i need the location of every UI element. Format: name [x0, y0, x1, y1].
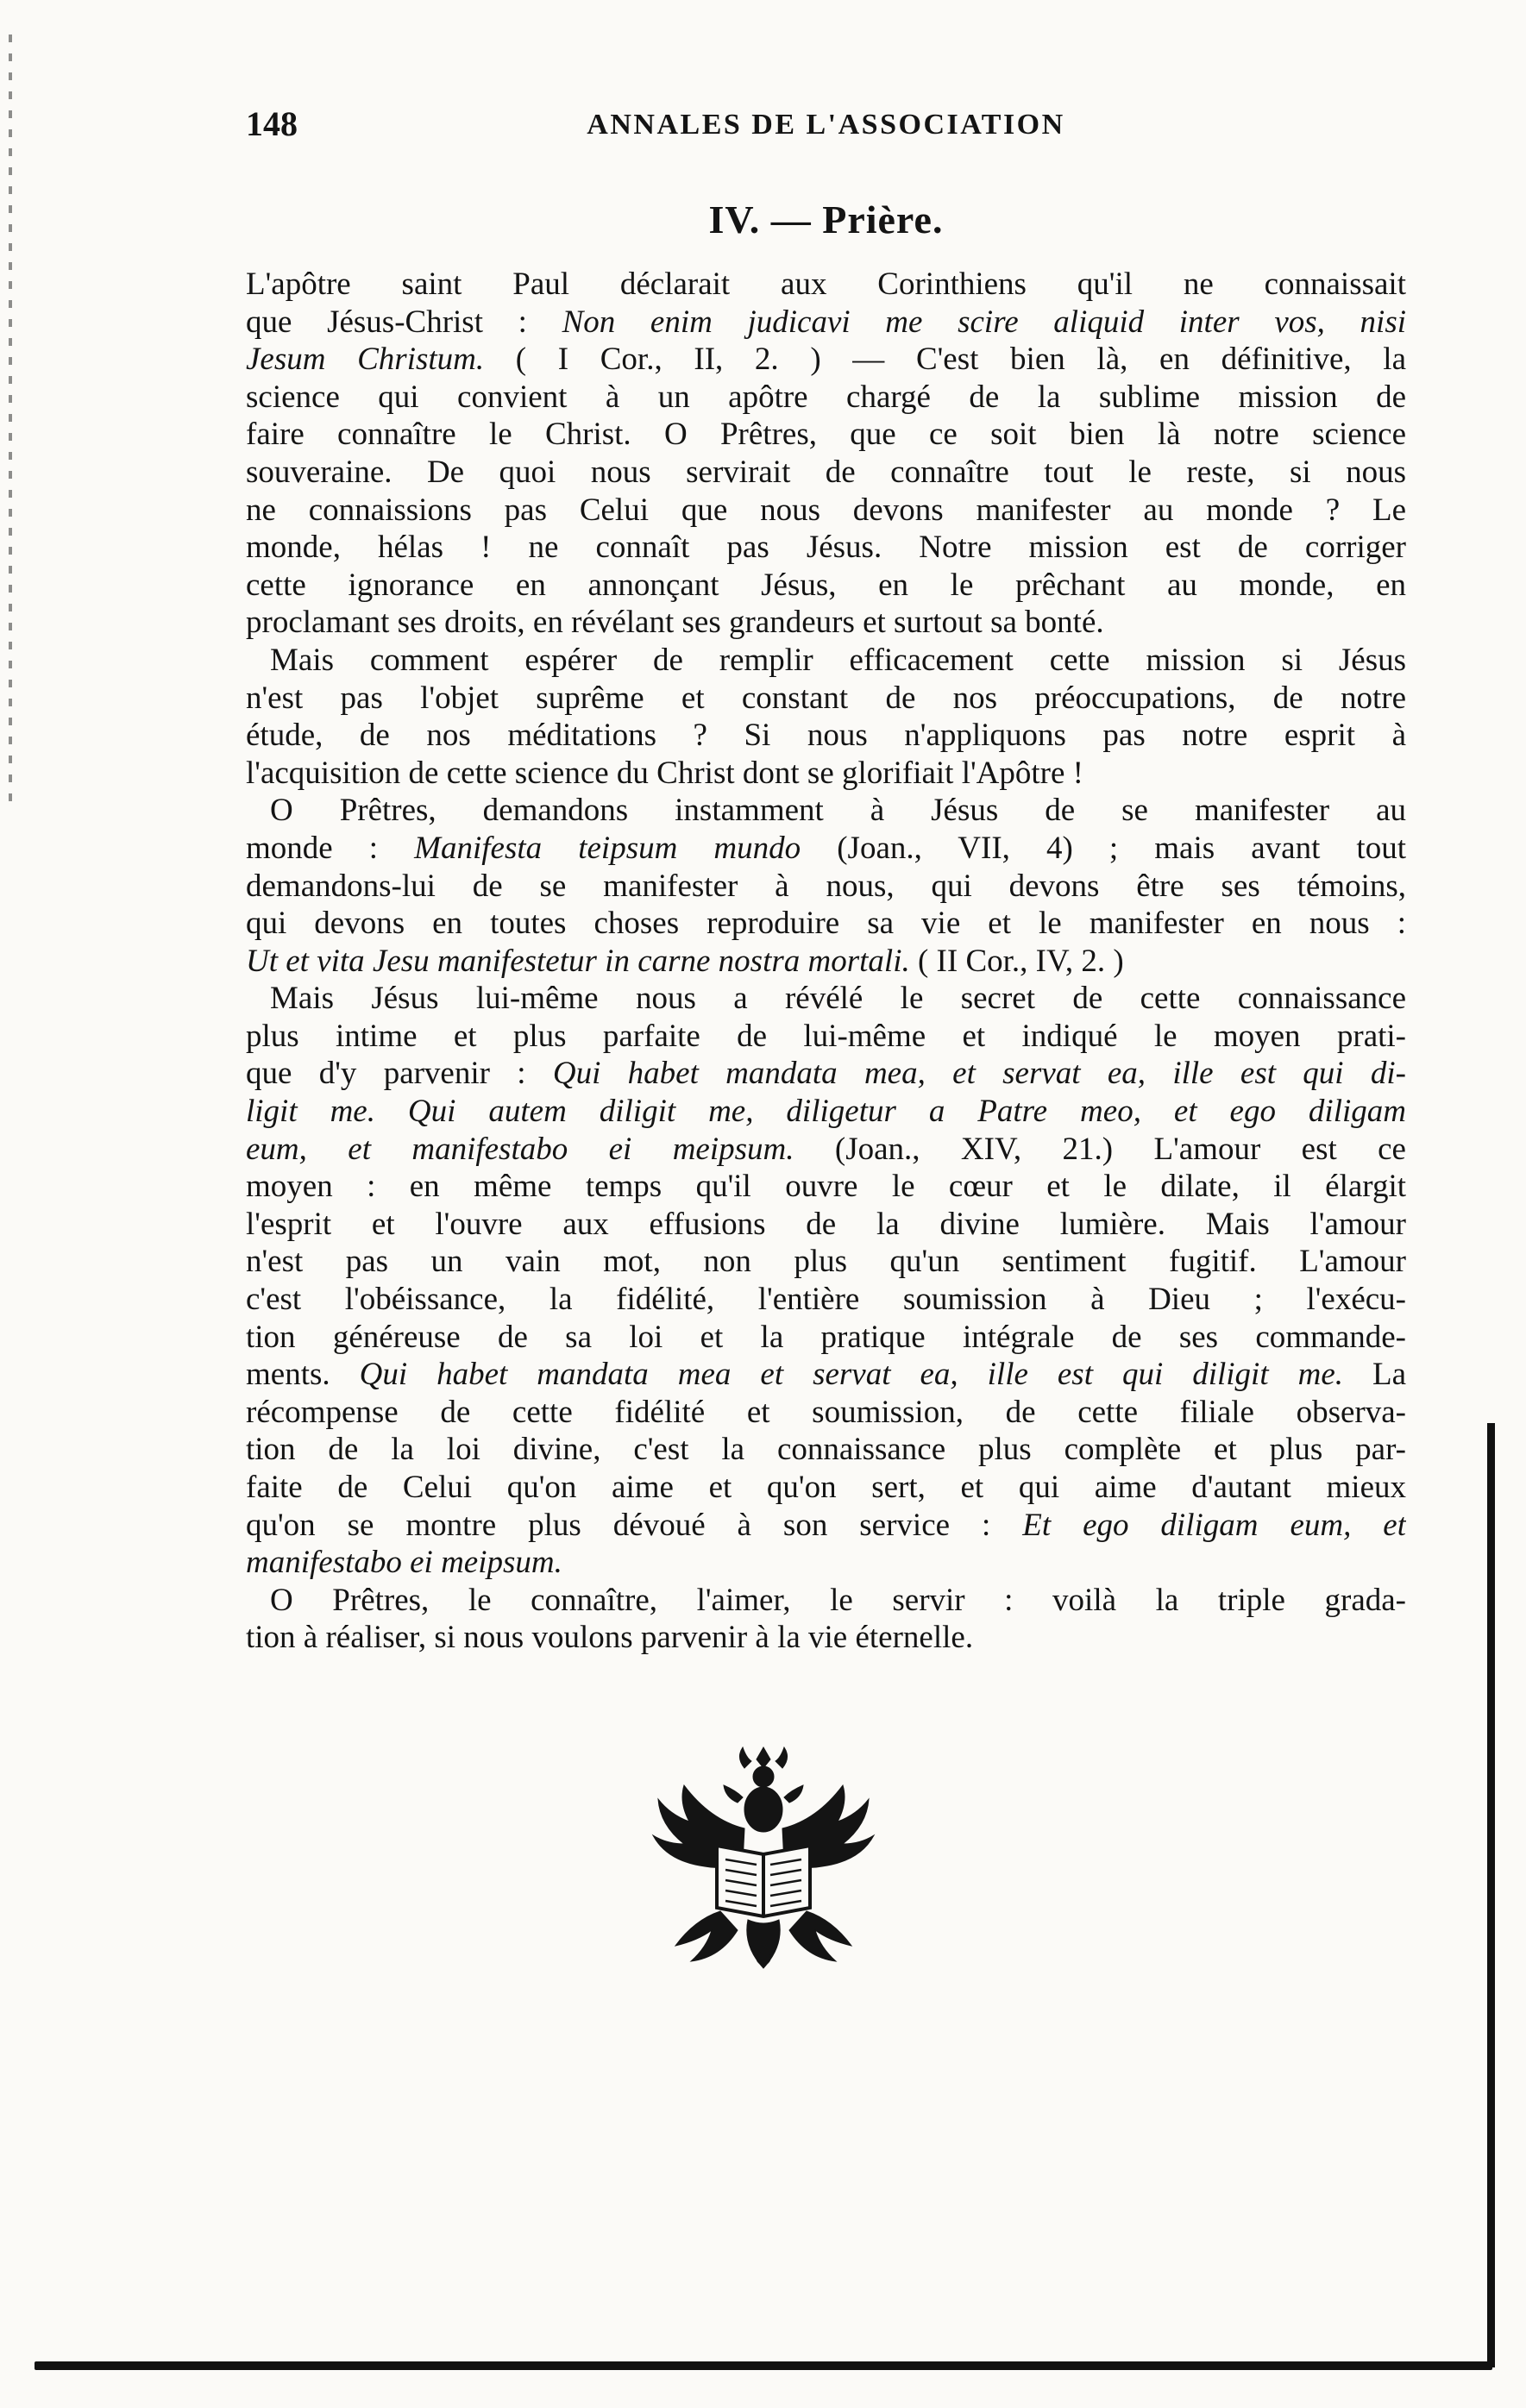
text-segment: science qui convient à un apôtre chargé de la sublime mission de [246, 379, 1406, 415]
text-line [246, 1582, 1406, 1620]
text-segment: plus intime et plus parfaite de lui-même et indiqué le moyen prati- [246, 1018, 1406, 1054]
text-segment: ( II Cor., IV, 2. ) [909, 943, 1124, 979]
text-line [246, 980, 1406, 1018]
text-line [246, 454, 1406, 492]
text-line [246, 1018, 1406, 1056]
text-line [246, 792, 1406, 830]
text-segment: souveraine. De quoi nous servirait de connaître tout le reste, si nous [246, 454, 1406, 490]
text-line [246, 1431, 1406, 1469]
text-line [246, 755, 1406, 793]
text-line [246, 830, 1406, 868]
text-segment: Manifesta teipsum mundo [414, 830, 801, 866]
text-line [246, 868, 1406, 906]
text-segment: Et ego diligam eum, et [1022, 1507, 1406, 1543]
text-segment: monde : [246, 830, 415, 866]
text-segment: O Prêtres, demandons instamment à Jésus de se manifester au [270, 793, 1406, 829]
text-segment: Mais Jésus lui-même nous a révélé le secret de cette connaissance [270, 981, 1406, 1017]
text-line [246, 492, 1406, 530]
text-segment: (Joan., XIV, 21.) L'amour est ce [794, 1131, 1406, 1167]
text-segment: n'est pas l'objet suprême et constant de nos préoccupations, de notre [246, 680, 1406, 716]
scan-edge-right [1487, 1423, 1495, 2367]
text-segment: tion de la loi divine, c'est la connaissance plus complète et plus par- [246, 1432, 1406, 1468]
text-segment: Mais comment espérer de remplir efficacement cette mission si Jésus [270, 642, 1406, 678]
text-line [246, 1168, 1406, 1206]
text-line [246, 1356, 1406, 1394]
text-segment: que d'y parvenir : [246, 1056, 553, 1092]
text-line [246, 266, 1406, 304]
text-segment: ne connaissions pas Celui que nous devons manifester au monde ? Le [246, 492, 1406, 528]
text-segment: étude, de nos méditations ? Si nous n'appliquons pas notre esprit à [246, 718, 1406, 754]
body-text [246, 266, 1406, 1657]
text-line [246, 1281, 1406, 1319]
text-line [246, 1544, 1406, 1582]
text-segment: Non enim judicavi me scire aliquid inter vos, nisi [562, 304, 1406, 340]
text-segment: ligit me. Qui autem diligit me, diligetur a Patre meo, et ego diligam [246, 1094, 1406, 1130]
text-segment: l'acquisition de cette science du Christ dont se glorifiait l'Apôtre ! [246, 755, 1083, 791]
text-line [246, 567, 1406, 605]
printers-ornament-icon [634, 1742, 893, 1975]
scan-edge-speckle [9, 34, 12, 811]
text-segment: Jesum Christum. [246, 342, 485, 378]
text-segment: que Jésus-Christ : [246, 304, 562, 340]
text-line [246, 1206, 1406, 1244]
text-line [246, 943, 1406, 981]
text-segment: faire connaître le Christ. O Prêtres, que ce soit bien là notre science [246, 417, 1406, 453]
text-line [246, 529, 1406, 567]
text-segment: Qui habet mandata mea, et servat ea, ille est qui di- [552, 1056, 1406, 1092]
text-segment: c'est l'obéissance, la fidélité, l'entière soumission à Dieu ; l'exécu- [246, 1282, 1406, 1318]
page-number: 148 [246, 104, 298, 143]
text-segment: faite de Celui qu'on aime et qu'on sert, et qui aime d'autant mieux [246, 1470, 1406, 1505]
text-segment: qui devons en toutes choses reproduire sa vie et le manifester en nous : [246, 906, 1406, 942]
text-line [246, 341, 1406, 379]
text-line [246, 1131, 1406, 1169]
text-segment: demandons-lui de se manifester à nous, qui devons être ses témoins, [246, 868, 1406, 904]
text-line [246, 642, 1406, 680]
text-segment: l'esprit et l'ouvre aux effusions de la divine lumière. Mais l'amour [246, 1206, 1406, 1242]
text-segment: moyen : en même temps qu'il ouvre le cœur et le dilate, il élargit [246, 1169, 1406, 1205]
text-segment: O Prêtres, le connaître, l'aimer, le servir : voilà la triple grada- [270, 1582, 1406, 1618]
text-segment: ments. [246, 1357, 360, 1393]
text-segment: (Joan., VII, 4) ; mais avant tout [801, 830, 1406, 866]
text-segment: monde, hélas ! ne connaît pas Jésus. Notre mission est de corriger [246, 530, 1406, 566]
text-segment: récompense de cette fidélité et soumission, de cette filiale observa- [246, 1394, 1406, 1430]
text-segment: Qui habet mandata mea et servat ea, ille est qui diligit me. [359, 1357, 1343, 1393]
text-line [246, 1469, 1406, 1507]
text-line [246, 1619, 1406, 1657]
text-line [246, 304, 1406, 342]
text-line [246, 1394, 1406, 1432]
text-line [246, 416, 1406, 454]
text-line [246, 1093, 1406, 1131]
text-segment: proclamant ses droits, en révélant ses grandeurs et surtout sa bonté. [246, 605, 1104, 641]
text-segment: n'est pas un vain mot, non plus qu'un sentiment fugitif. L'amour [246, 1244, 1406, 1280]
text-line [246, 1319, 1406, 1357]
running-head [246, 103, 1406, 155]
text-segment: tion à réaliser, si nous voulons parvenir à la vie éternelle. [246, 1620, 974, 1656]
text-segment: La [1343, 1357, 1406, 1393]
text-segment: tion généreuse de sa loi et la pratique intégrale de ses commande- [246, 1319, 1406, 1355]
text-segment: manifestabo ei meipsum. [246, 1545, 562, 1581]
text-segment: L'apôtre saint Paul déclarait aux Corinthiens qu'il ne connaissait [246, 267, 1406, 302]
text-segment: ( I Cor., II, 2. ) — C'est bien là, en définitive, la [484, 342, 1406, 378]
scan-edge-bottom [35, 2361, 1492, 2370]
text-segment: eum, et manifestabo ei meipsum. [246, 1131, 794, 1167]
text-line [246, 680, 1406, 718]
text-segment: Ut et vita Jesu manifestetur in carne nostra mortali. [246, 943, 910, 979]
text-line [246, 1055, 1406, 1093]
text-line [246, 905, 1406, 943]
text-line [246, 379, 1406, 417]
text-line [246, 604, 1406, 642]
text-line [246, 1507, 1406, 1545]
text-segment: qu'on se montre plus dévoué à son service : [246, 1507, 1023, 1543]
running-title: ANNALES DE L'ASSOCIATION [587, 109, 1065, 141]
text-line [246, 717, 1406, 755]
text-line [246, 1243, 1406, 1281]
text-segment: cette ignorance en annonçant Jésus, en le prêchant au monde, en [246, 567, 1406, 603]
section-title: IV. — Prière. [708, 198, 944, 241]
